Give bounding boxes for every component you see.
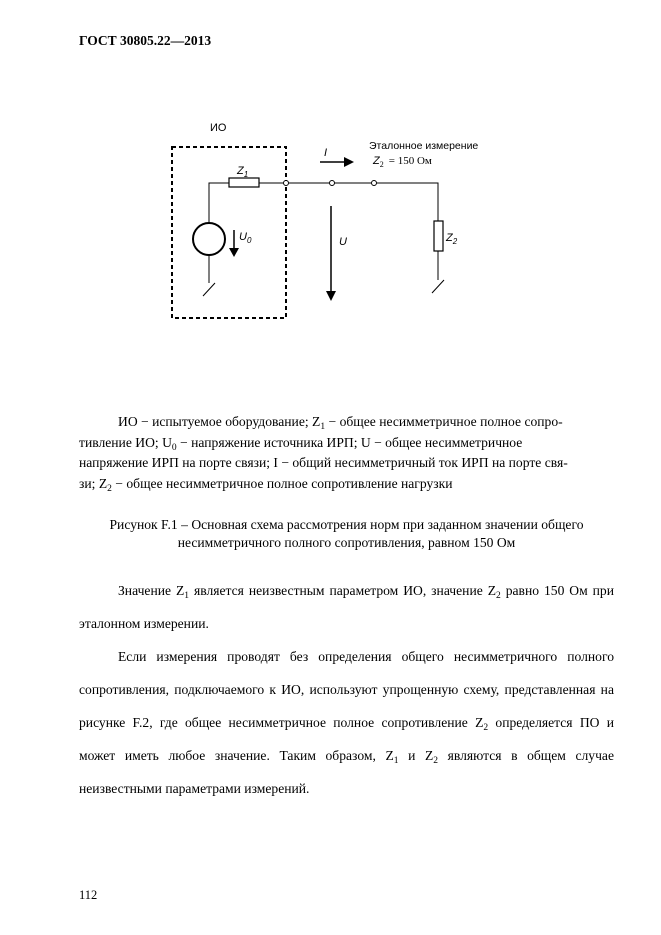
port-terminal — [284, 181, 289, 186]
terminal-2 — [372, 181, 377, 186]
figure-caption: Рисунок F.1 – Основная схема рассмотрения норм при заданном значении общего несимметричного полного сопротивления, равном 150 Ом — [109, 517, 584, 550]
ground-right — [432, 280, 444, 293]
paragraph-1: Значение $Z_1$ является неизвестным параметром ИО, значение $Z_2$ равно 150 Ом при эталонном измерении. — [79, 583, 614, 631]
u0-arrow — [229, 248, 239, 257]
paragraph-2: Если измерения проводят без определения общего несимметричного полного сопротивления, подключаемого к ИО, используют упрощенную схему, представленная на рисунке F.2, где общее несимметричное полное сопротивление $Z_2$ определяется ПО и может иметь любое значение. Таким образом, $Z_1$ и $Z_2$ являются в общем случае неизвестными параметрами измерений. — [79, 649, 614, 796]
circuit-diagram — [0, 0, 661, 400]
body-text — [79, 574, 614, 805]
document-header: ГОСТ 30805.22—2013 — [79, 33, 212, 48]
z1-label: $Z_1$ — [237, 165, 249, 179]
z1-resistor — [229, 178, 259, 187]
eut-box — [172, 147, 286, 318]
eut-label: ИО — [210, 122, 227, 134]
z2-label: $Z_2$ — [446, 232, 458, 246]
u-label: U — [339, 236, 347, 248]
current-label: I — [324, 147, 328, 159]
u-arrow — [326, 291, 336, 301]
terminal-1 — [330, 181, 335, 186]
ground-left — [203, 283, 215, 296]
voltage-source — [193, 223, 225, 255]
figure-legend: ИО − испытуемое оборудование; $Z_1$ − общее несимметричное полное сопро- тивление ИО; $U_0$ − напряжение источника ИРП; U − общее несимметричное напряжение ИРП на порте связи; I − общий несимметричный ток ИРП на порте свя- зи; $Z_2$ − общее несимметричное полное сопротивление нагрузки — [79, 414, 568, 494]
page-number: 112 — [79, 888, 98, 902]
u0-label: $U_0$ — [239, 231, 252, 245]
wire-left — [209, 183, 229, 222]
ref-value: $Z_2 = 150$ Ом — [373, 155, 432, 169]
z2-resistor — [434, 221, 443, 251]
ref-title: Эталонное измерение — [369, 140, 479, 152]
current-arrow — [344, 157, 354, 167]
